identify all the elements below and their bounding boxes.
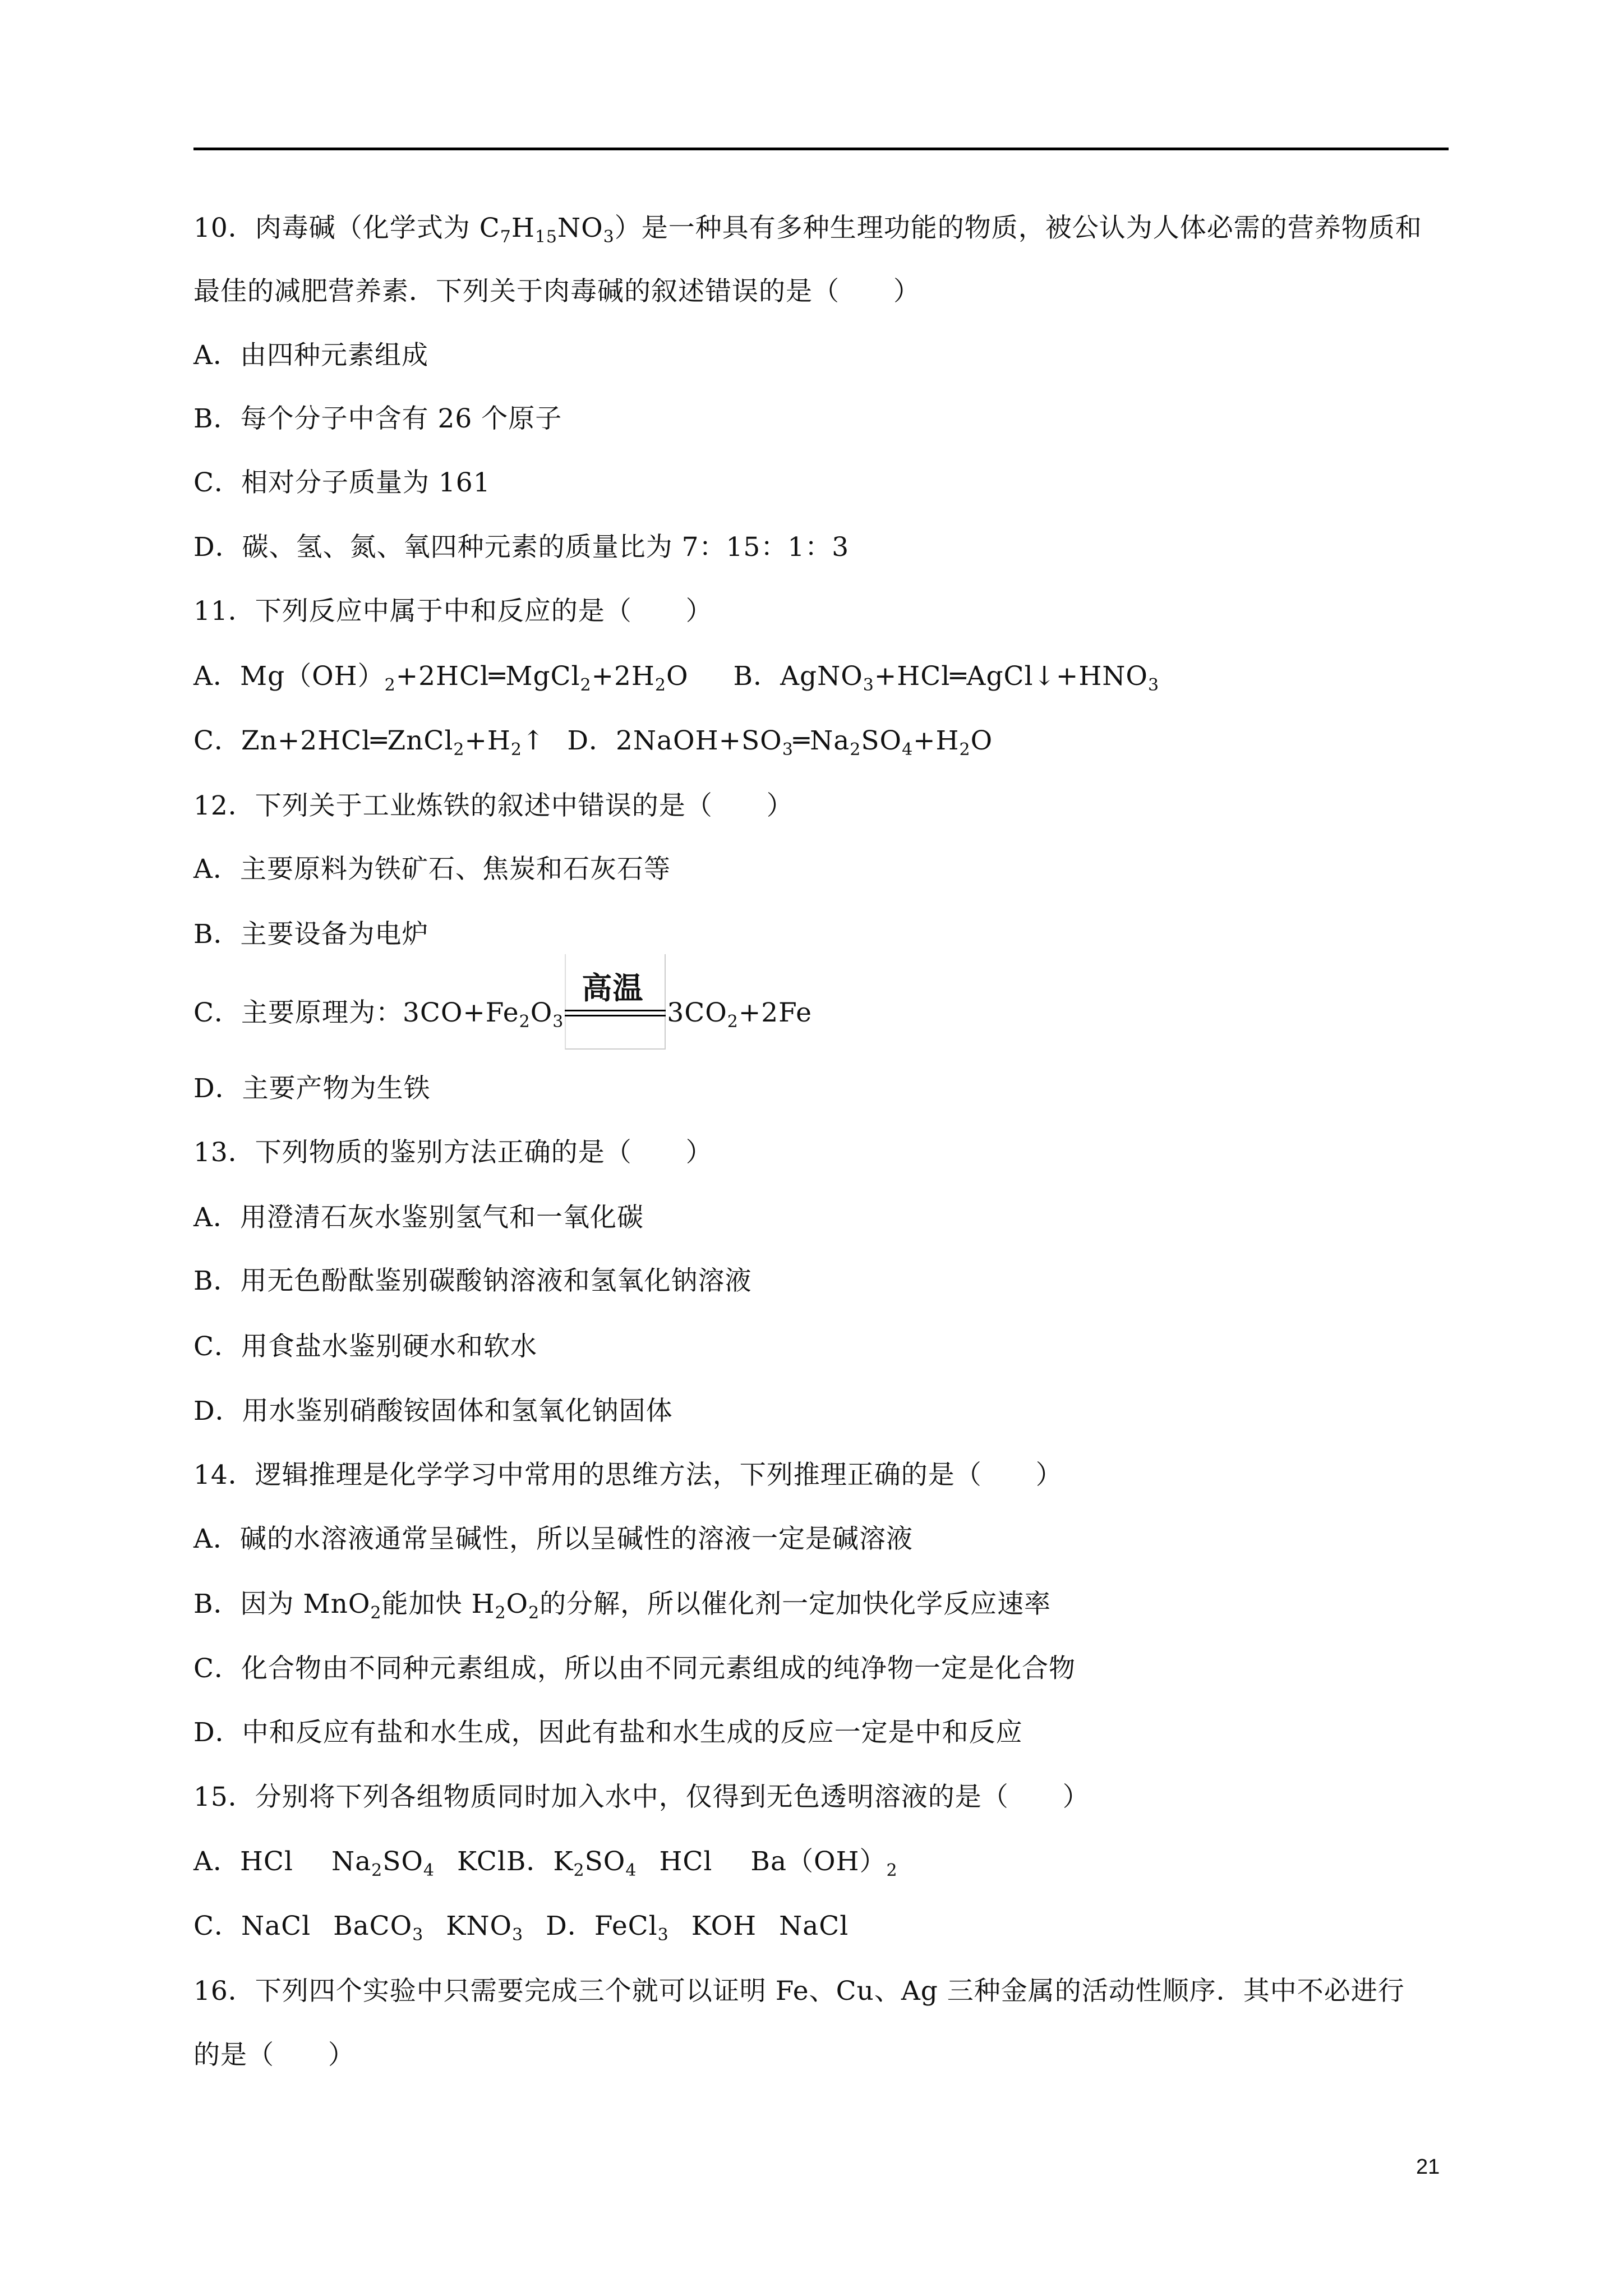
q12-stem: 12．下列关于工业炼铁的叙述中错误的是（ ） [193,790,794,821]
q11-stem: 11．下列反应中属于中和反应的是（ ） [193,596,713,627]
q12-option-a: A．主要原料为铁矿石、焦炭和石灰石等 [193,854,671,885]
q16-stem-line1: 16．下列四个实验中只需要完成三个就可以证明 Fe、Cu、Ag 三种金属的活动性顺序．其中不必进行 [193,1976,1405,2007]
q15-options-ab: A．HCl $Na_2SO_4$ KClB．$K_2SO_4$ HCl $Ba(OH)_2$ [193,1846,898,1880]
reaction-condition-arrow [565,970,666,1030]
q10-option-c: C．相对分子质量为 161 [193,467,491,498]
q10-option-d: D．碳、氢、氮、氧四种元素的质量比为 7：15：1：3 [193,532,850,563]
q16-stem-line2: 的是（ ） [193,2040,355,2070]
q10-option-a: A．由四种元素组成 [193,340,428,371]
q15-stem: 15．分别将下列各组物质同时加入水中，仅得到无色透明溶液的是（ ） [193,1782,1090,1812]
q13-stem: 13．下列物质的鉴别方法正确的是（ ） [193,1137,713,1168]
q15-options-cd: C．NaCl BaCO$_3$ $KNO_3$ D．FeCl$_3$ KOH NaCl [193,1911,849,1945]
q13-option-d: D．用水鉴别硝酸铵固体和氢氧化钠固体 [193,1396,673,1427]
q13-option-c: C．用食盐水鉴别硬水和软水 [193,1331,537,1362]
reaction-condition-label: 高温 [582,970,644,1006]
q11-options-cd: C．$Zn+2HCl═ZnCl_2+H_2↑$ D．$2NaOH+SO_3═Na_2SO_4+H_2O$ [193,725,993,760]
q14-option-a: A．碱的水溶液通常呈碱性，所以呈碱性的溶液一定是碱溶液 [193,1524,913,1554]
q10-stem-line2: 最佳的减肥营养素．下列关于肉毒碱的叙述错误的是（ ） [193,276,920,307]
q13-option-a: A．用澄清石灰水鉴别氢气和一氧化碳 [193,1202,644,1233]
q13-option-b: B．用无色酚酞鉴别碳酸钠溶液和氢氧化钠溶液 [193,1266,752,1296]
header-rule [193,148,1449,150]
q11-options-ab: A．$Mg(OH)_2+2HCl═MgCl_2+2H_2O$ B．$AgNO_3+HCl═AgCl↓+HNO_3$ [193,661,1160,695]
q14-option-c: C．化合物由不同种元素组成，所以由不同元素组成的纯净物一定是化合物 [193,1653,1076,1684]
q12-option-c: C．主要原理为：$3CO+Fe_2O_3$ 高温 $3CO_2+2Fe$ [193,996,812,1039]
q14-option-d: D．中和反应有盐和水生成，因此有盐和水生成的反应一定是中和反应 [193,1717,1023,1748]
q10-stem-line1: 10．肉毒碱（化学式为 $C_7H_{15}NO_3$）是一种具有多种生理功能的物质，被公认为人体必需的营养物质和 [193,213,1422,247]
q14-stem: 14．逻辑推理是化学学习中常用的思维方法，下列推理正确的是（ ） [193,1460,1063,1490]
q12-option-d: D．主要产物为生铁 [193,1073,431,1104]
q14-option-b: B．因为 MnO$_2$能加快 $H_2O_2$的分解，所以催化剂一定加快化学反应速率 [193,1589,1052,1623]
page-number: 21 [1416,2155,1440,2179]
q12-option-b: B．主要设备为电炉 [193,919,429,950]
q10-option-b: B．每个分子中含有 26 个原子 [193,403,562,434]
